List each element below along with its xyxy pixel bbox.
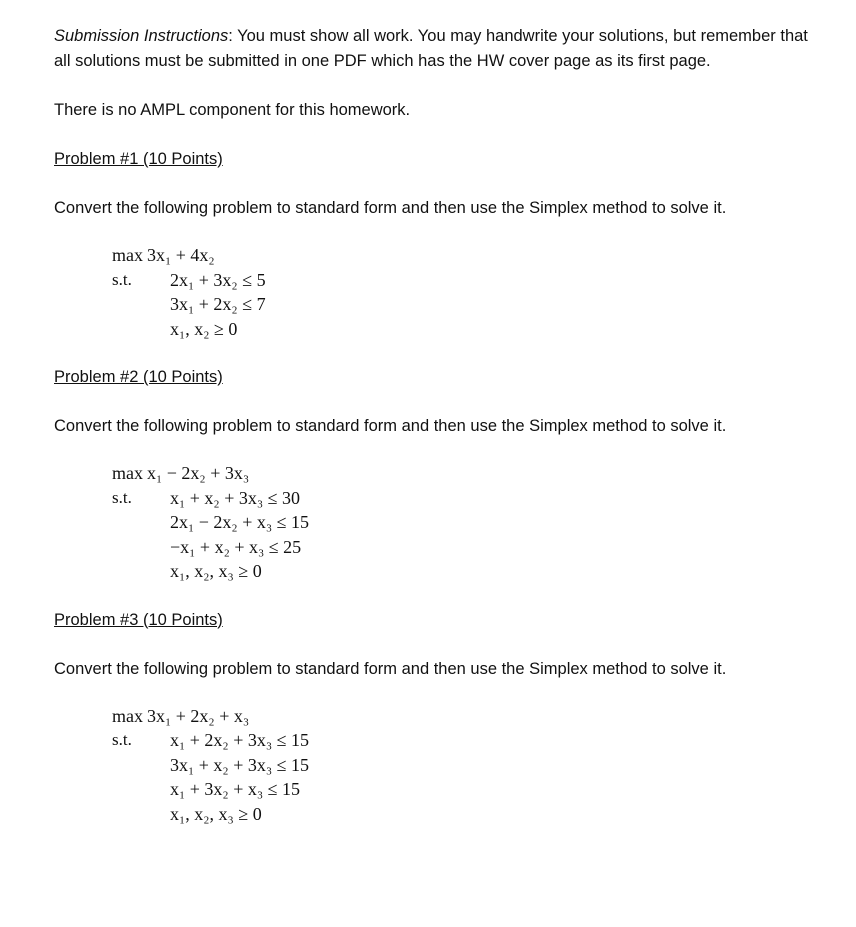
constraint: x₁ + 3x₂ + x₃ ≤ 15 xyxy=(170,779,301,799)
constraint: x₁ + x₂ + 3x₃ ≤ 30 xyxy=(170,487,301,508)
constraint-row xyxy=(112,535,814,560)
constraint: 2x₁ + 3x₂ ≤ 5 xyxy=(170,269,266,290)
st-label: s.t. xyxy=(112,730,132,749)
problem-2-prompt: Convert the following problem to standard form and then use the Simplex method to solve it. xyxy=(54,417,727,435)
constraint: x₁ + 2x₂ + 3x₃ ≤ 15 xyxy=(170,730,310,750)
problem-3-prompt: Convert the following problem to standard form and then use the Simplex method to solve it. xyxy=(54,659,727,678)
document-page xyxy=(54,24,814,826)
spacer xyxy=(54,172,814,196)
constraint: 3x₁ + 2x₂ ≤ 7 xyxy=(170,294,266,314)
constraint-row xyxy=(112,753,814,778)
problem-3-model xyxy=(112,704,814,827)
constraint-row xyxy=(112,292,814,317)
objective-expression: 3x₁ + 4x₂ xyxy=(147,245,215,265)
objective-expression: 3x₁ + 2x₂ + x₃ xyxy=(147,705,250,726)
st-label: s.t. xyxy=(112,487,132,507)
nonnegativity-constraint: x₁, x₂ ≥ 0 xyxy=(170,318,238,339)
problem-2-model xyxy=(112,461,814,584)
instructions-label: Submission Instructions xyxy=(54,27,229,45)
problem-1-model xyxy=(112,243,814,341)
problem-3-heading: Problem #3 (10 Points) xyxy=(54,610,223,629)
objective-label: max xyxy=(112,705,143,726)
constraint-row xyxy=(112,317,814,342)
constraint: −x₁ + x₂ + x₃ ≤ 25 xyxy=(170,536,302,557)
instructions-text: : You must show all work. You may handwrite your solutions, but remember that all solutions must be submitted in one PDF which has the HW cover page as its first page. xyxy=(54,27,808,70)
spacer xyxy=(54,123,814,147)
constraint-row xyxy=(112,802,814,827)
ampl-note: There is no AMPL component for this homework. xyxy=(54,101,411,119)
objective-expression: x₁ − 2x₂ + 3x₃ xyxy=(147,463,250,483)
spacer xyxy=(54,341,814,365)
constraint-row xyxy=(112,486,814,511)
constraint-row xyxy=(112,559,814,584)
constraint-row xyxy=(112,268,814,293)
objective-row xyxy=(112,704,814,729)
st-label: s.t. xyxy=(112,269,132,289)
objective-label: max xyxy=(112,245,143,265)
spacer xyxy=(54,584,814,608)
spacer xyxy=(54,74,814,98)
problem-1-prompt: Convert the following problem to standard form and then use the Simplex method to solve it. xyxy=(54,199,727,217)
nonnegativity-constraint: x₁, x₂, x₃ ≥ 0 xyxy=(170,561,262,581)
constraint-row xyxy=(112,777,814,802)
objective-row xyxy=(112,243,814,268)
submission-instructions xyxy=(54,24,814,74)
nonnegativity-constraint: x₁, x₂, x₃ ≥ 0 xyxy=(170,803,262,824)
constraint-row xyxy=(112,728,814,753)
spacer xyxy=(54,633,814,657)
spacer xyxy=(54,390,814,414)
objective-row xyxy=(112,461,814,486)
constraint: 2x₁ − 2x₂ + x₃ ≤ 15 xyxy=(170,512,310,532)
constraint-row xyxy=(112,510,814,535)
problem-2-heading: Problem #2 (10 Points) xyxy=(54,368,223,386)
objective-label: max xyxy=(112,463,143,483)
problem-1-heading: Problem #1 (10 Points) xyxy=(54,150,223,168)
constraint: 3x₁ + x₂ + 3x₃ ≤ 15 xyxy=(170,754,310,775)
